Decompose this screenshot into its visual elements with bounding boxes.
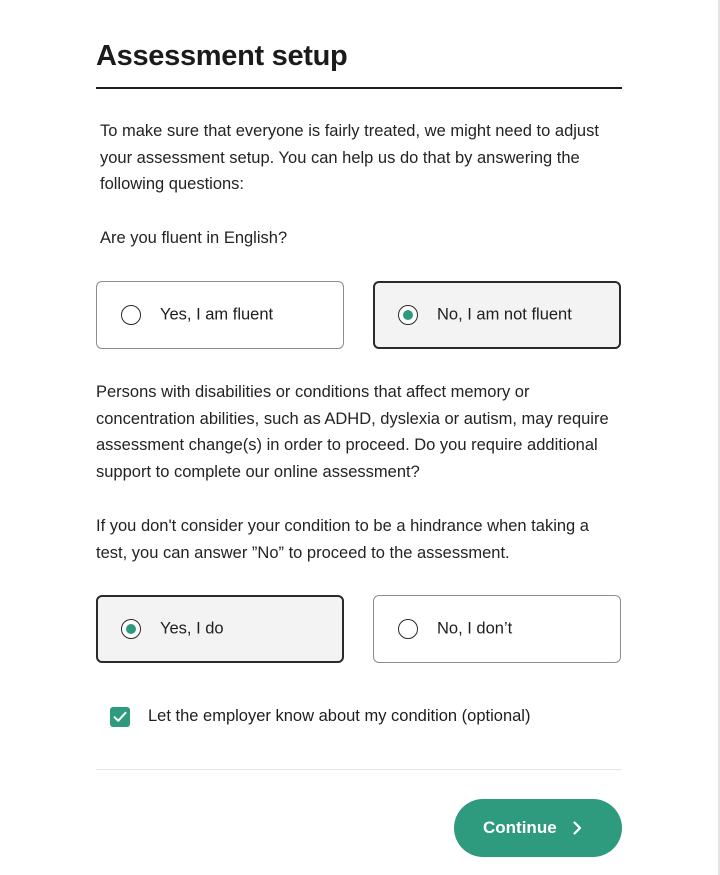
radio-icon[interactable]	[121, 305, 141, 325]
radio-selected-icon[interactable]	[398, 305, 418, 325]
support-yes-option[interactable]	[96, 595, 344, 663]
checkmark-icon	[113, 711, 127, 723]
radio-icon[interactable]	[398, 619, 418, 639]
intro-text: To make sure that everyone is fairly treated, we might need to adjust your assessment setup. You can help us do that by answering the following questions:	[100, 122, 599, 193]
divider	[96, 769, 622, 770]
support-no-option[interactable]	[373, 595, 621, 663]
disability-text: Persons with disabilities or conditions that affect memory or concentration abilities, such as ADHD, dyslexia or autism, may require assessment change(s) in order to proceed. Do you require additional support to complete our online assessment?	[96, 383, 609, 481]
page-title: Assessment setup	[96, 40, 348, 72]
title-underline	[96, 87, 622, 89]
notify-employer-label: Let the employer know about my condition (optional)	[148, 707, 531, 725]
fluent-yes-label: Yes, I am fluent	[160, 305, 274, 324]
fluent-no-option[interactable]	[373, 281, 621, 349]
support-yes-label: Yes, I do	[160, 619, 224, 638]
fluency-question: Are you fluent in English?	[100, 229, 288, 247]
fluent-yes-option[interactable]	[96, 281, 344, 349]
chevron-right-icon	[572, 821, 582, 835]
fluent-no-label: No, I am not fluent	[437, 305, 572, 324]
radio-selected-icon[interactable]	[121, 619, 141, 639]
hindrance-text: If you don't consider your condition to be a hindrance when taking a test, you can answer ”No” to proceed to the assessment.	[96, 517, 589, 562]
continue-label: Continue	[483, 818, 557, 837]
continue-button[interactable]	[454, 799, 622, 857]
support-no-label: No, I don’t	[437, 619, 513, 638]
notify-employer-checkbox[interactable]	[110, 707, 130, 727]
